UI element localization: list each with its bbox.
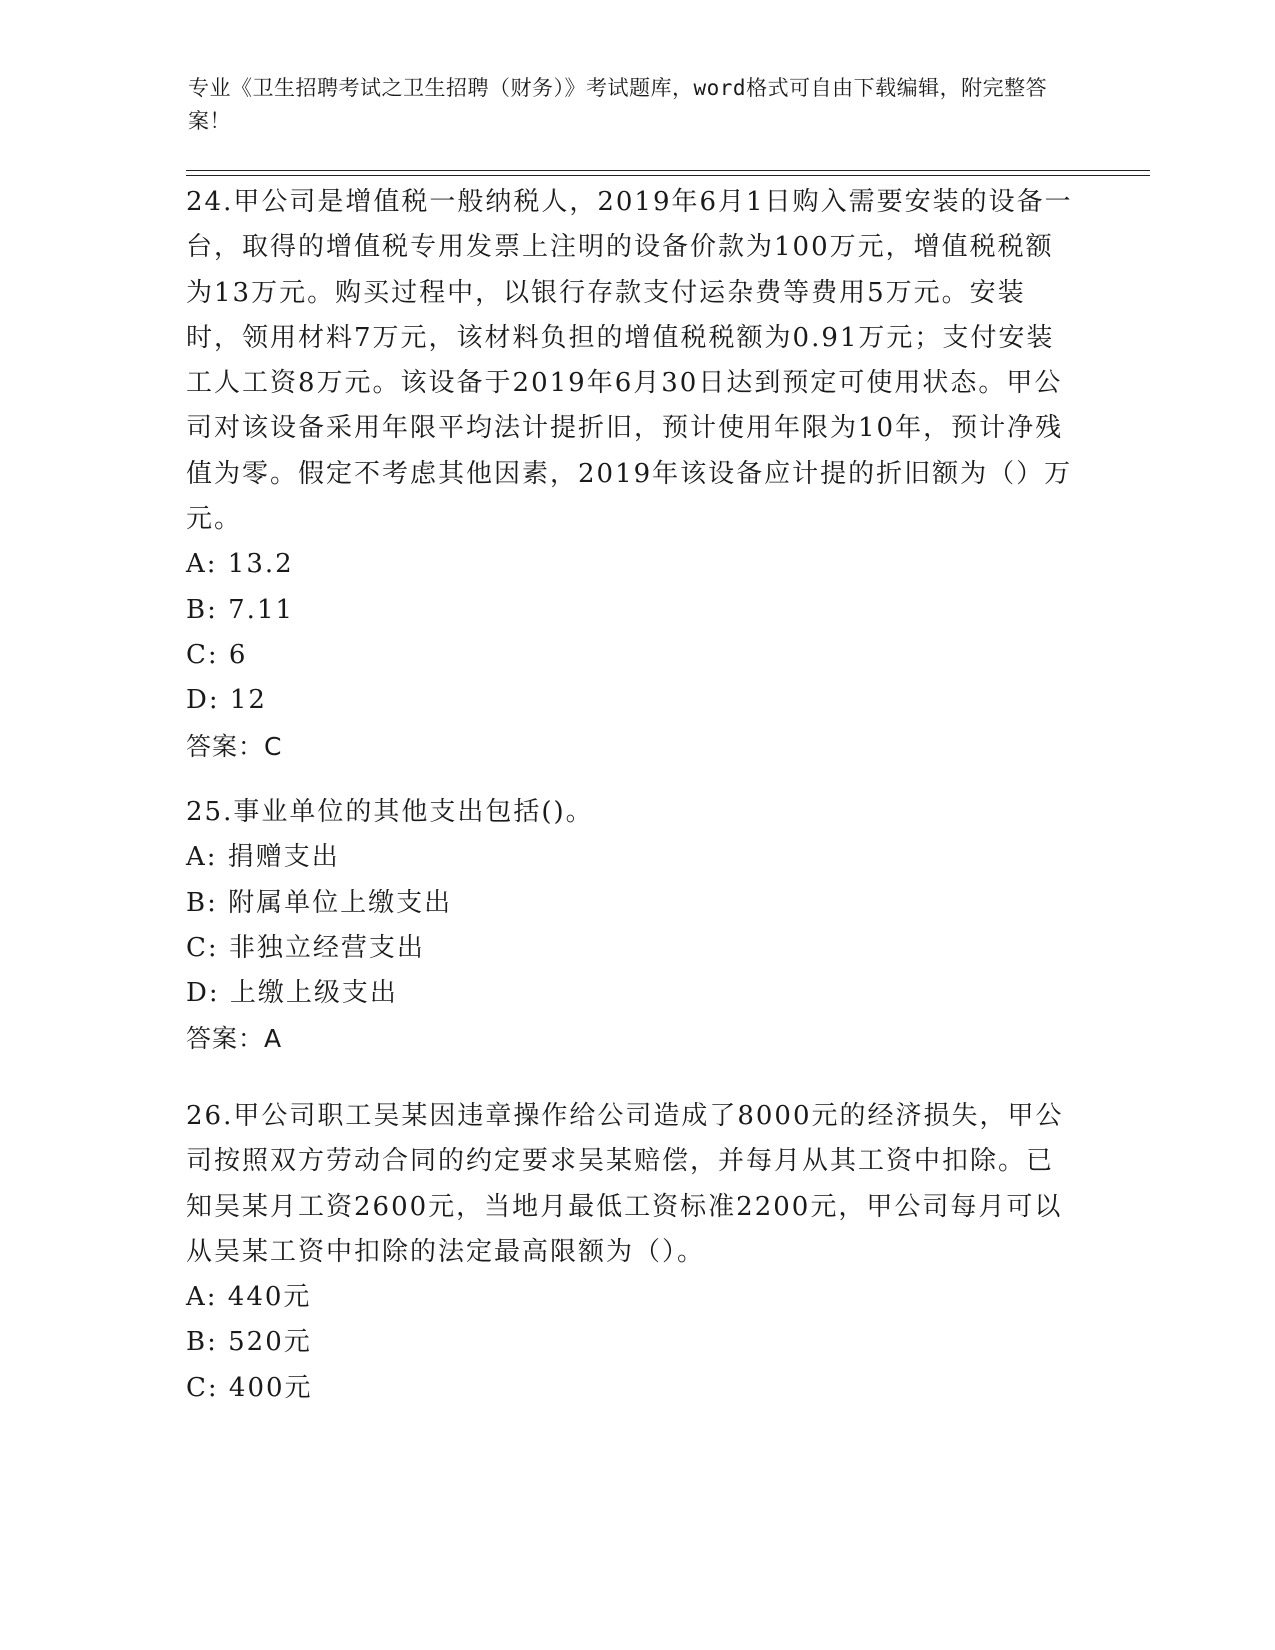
option-b: B: 520元 xyxy=(186,1327,312,1358)
option-c: C: 非独立经营支出 xyxy=(186,932,425,963)
option-c: C: 6 xyxy=(186,639,248,670)
question-26 xyxy=(186,1094,1076,1411)
question-24 xyxy=(186,180,1076,769)
question-25 xyxy=(186,790,1076,1061)
option-a: A: 捐赠支出 xyxy=(186,842,340,873)
option-d: D: 上缴上级支出 xyxy=(186,978,398,1009)
header-rule-top xyxy=(186,170,1150,171)
question-stem: 24.甲公司是增值税一般纳税人，2019年6月1日购入需要安装的设备一台，取得的增值税专用发票上注明的设备价款为100万元，增值税税额为13万元。购买过程中，以银行存款支付运杂费等费用5万元。安装时，领用材料7万元，该材料负担的增值税税额为0.91万元；支付安装工人工资8万元。该设备于2019年6月30日达到预定可使用状态。甲公司对该设备采用年限平均法计提折旧，预计使用年限为10年，预计净残值为零。假定不考虑其他因素，2019年该设备应计提的折旧额为（）万元。 xyxy=(186,187,1073,535)
document-header: 专业《卫生招聘考试之卫生招聘（财务）》考试题库，word格式可自由下载编辑，附完整答案！ xyxy=(188,76,1048,133)
header-rule-bottom xyxy=(186,175,1150,176)
option-b: B: 7.11 xyxy=(186,594,295,625)
answer: 答案：A xyxy=(186,1024,283,1054)
question-stem: 26.甲公司职工吴某因违章操作给公司造成了8000元的经济损失，甲公司按照双方劳动合同的约定要求吴某赔偿，并每月从其工资中扣除。已知吴某月工资2600元，当地月最低工资标准2200元，甲公司每月可以从吴某工资中扣除的法定最高限额为（）。 xyxy=(186,1101,1064,1267)
option-d: D: 12 xyxy=(186,685,267,716)
option-c: C: 400元 xyxy=(186,1372,313,1403)
option-a: A: 13.2 xyxy=(186,549,294,580)
option-a: A: 440元 xyxy=(186,1282,312,1313)
option-b: B: 附属单位上缴支出 xyxy=(186,887,453,918)
question-stem: 25.事业单位的其他支出包括()。 xyxy=(186,797,594,827)
answer: 答案：C xyxy=(186,731,283,761)
